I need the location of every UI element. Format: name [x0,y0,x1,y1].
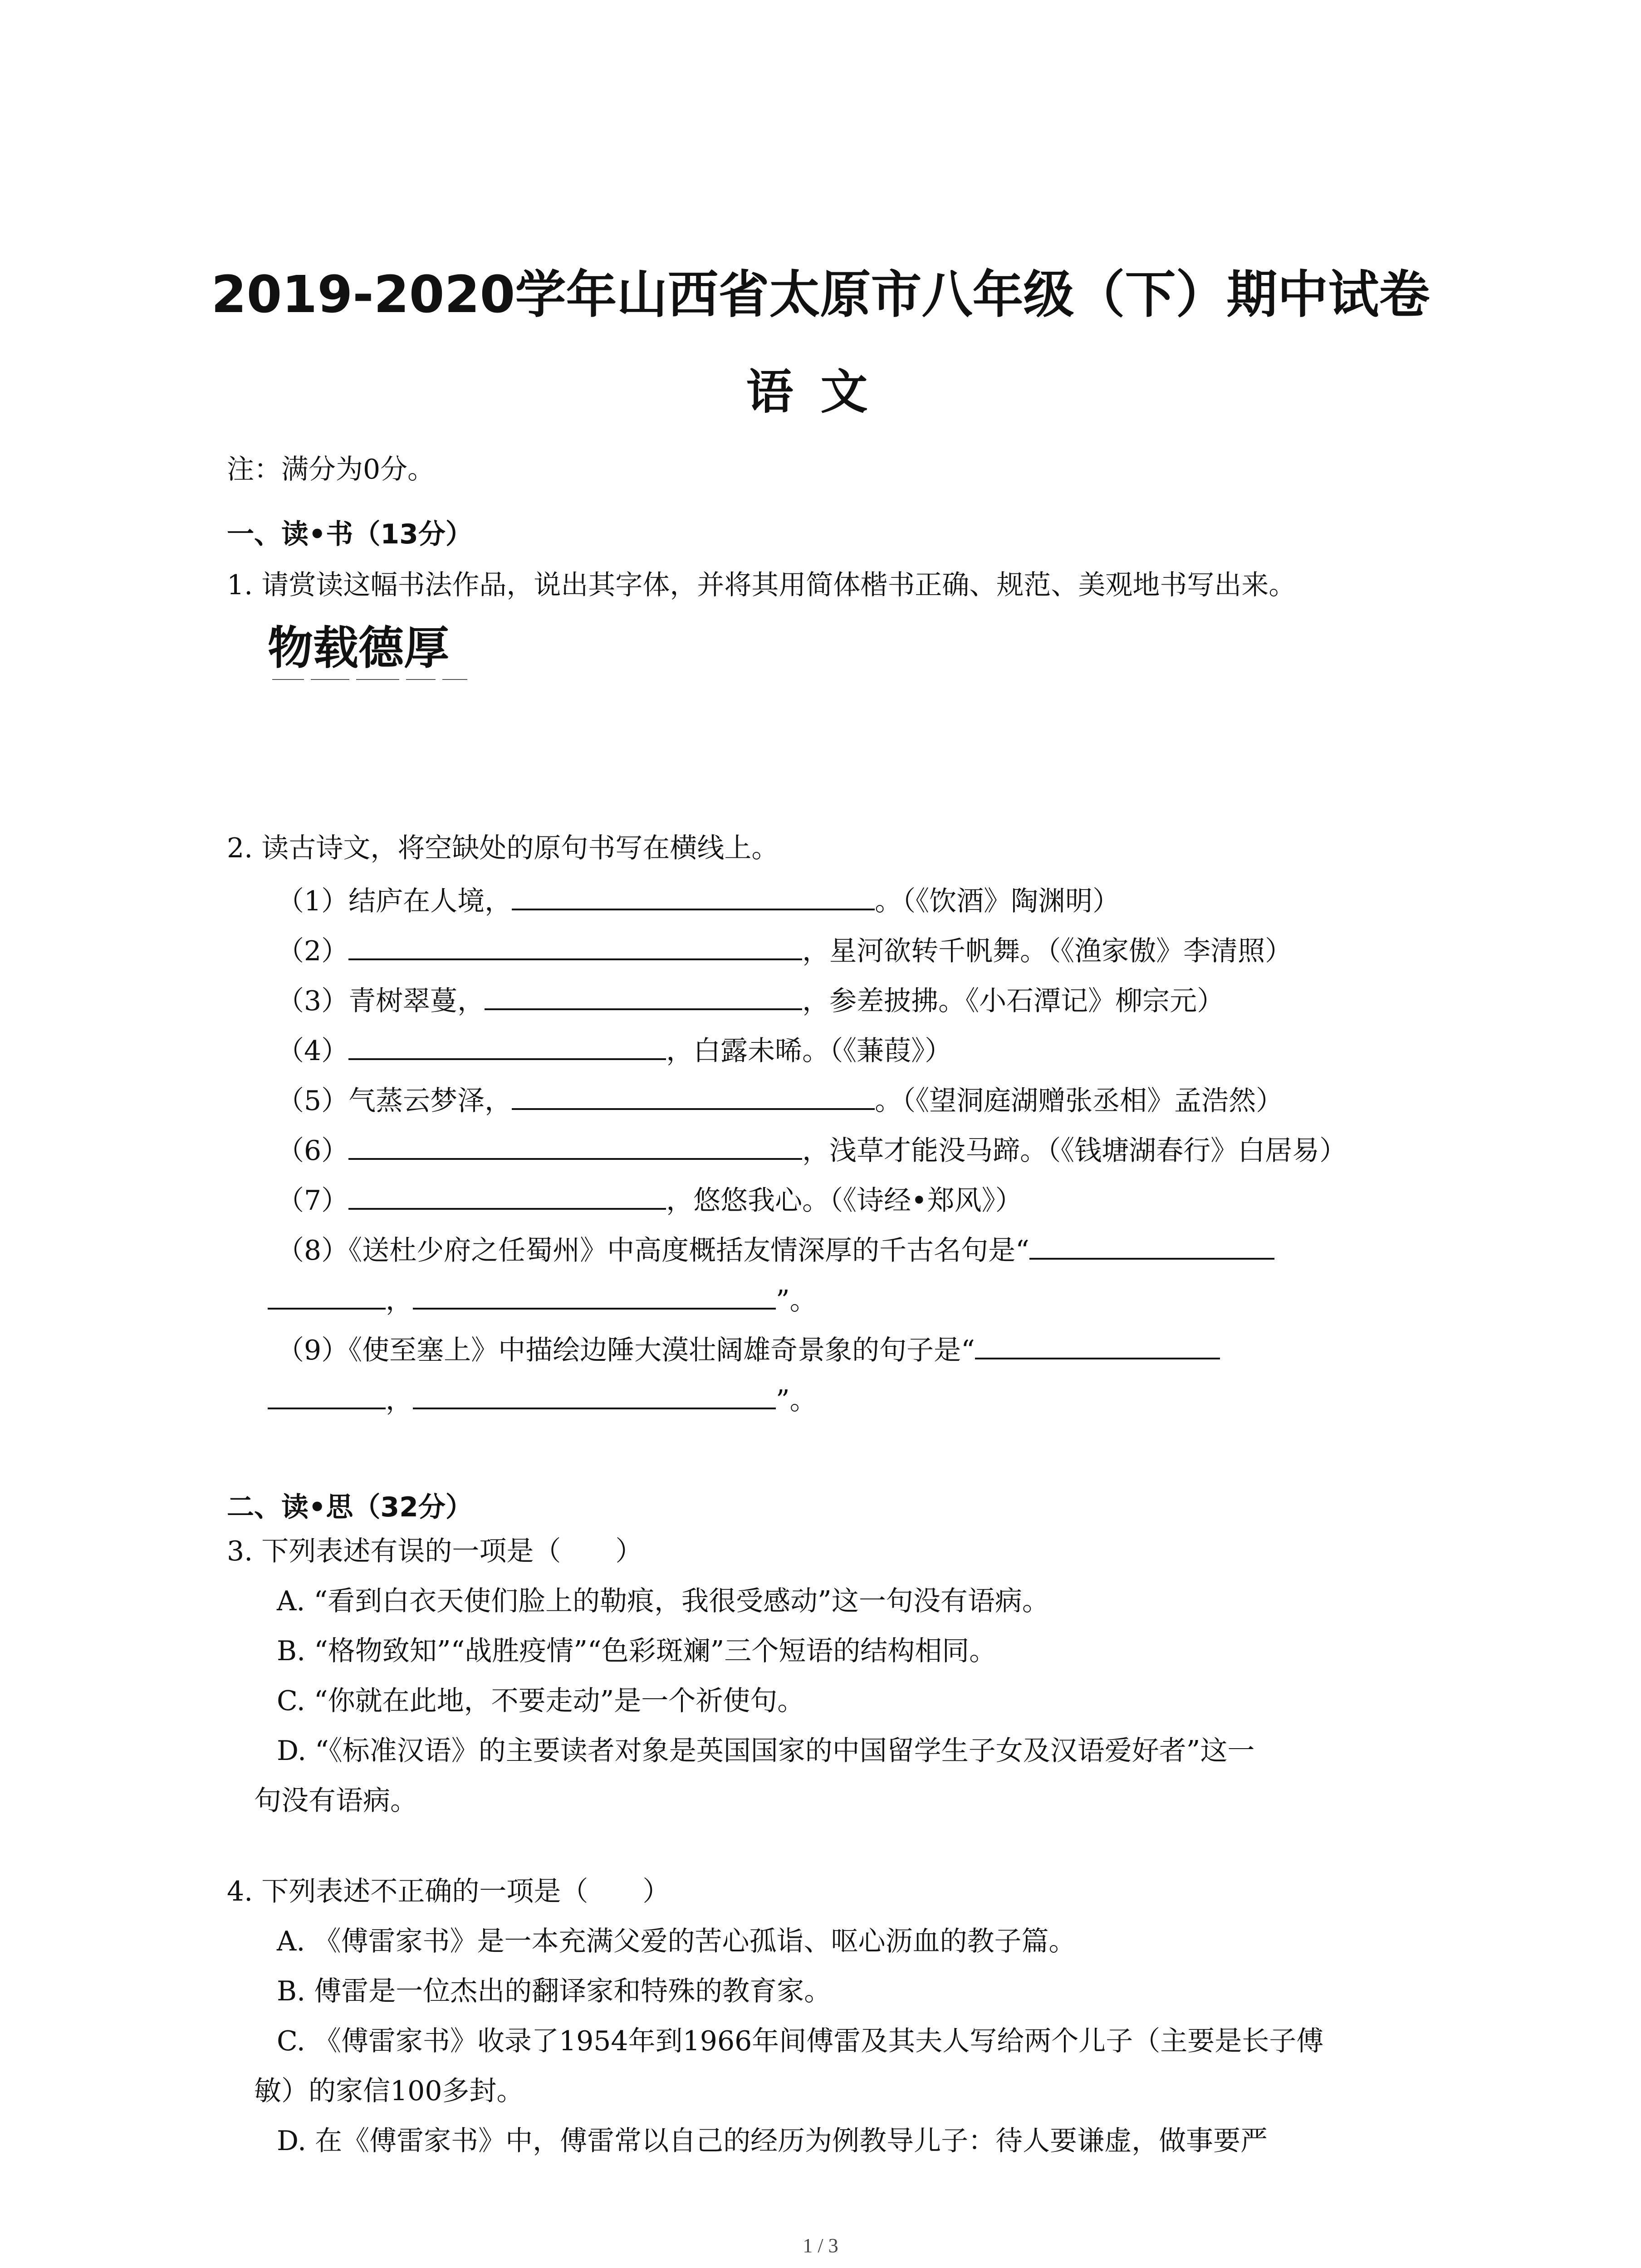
poem-item-5 [277,1082,1283,1117]
question-1-text: 1. 请赏读这幅书法作品，说出其字体，并将其用简体楷书正确、规范、美观地书写出来。 [227,569,1296,601]
item-prefix: （8）《送杜少府之任蜀州》中高度概括友情深厚的千古名句是“ [277,1235,1029,1266]
item-separator: ， [386,1285,413,1316]
item-prefix: （2） [277,935,349,967]
item-prefix: （5）气蒸云梦泽， [277,1085,512,1117]
item-separator: ， [386,1384,413,1416]
answer-blank[interactable] [348,1182,666,1210]
answer-blank[interactable] [512,1082,875,1110]
answer-blank[interactable] [348,1132,802,1160]
answer-blank[interactable] [348,932,802,960]
page-number: 1 / 3 [803,2234,838,2257]
calligraphy-image [268,621,485,689]
subject-title: 语文 [746,364,895,420]
question-4-option-c: C. 《傅雷家书》收录了1954年到1966年间傅雷及其夫人写给两个儿子（主要是长子傅 [277,2025,1324,2057]
section-1-heading: 一、读•书（13分） [227,518,473,550]
question-4-stem: 4. 下列表述不正确的一项是（ ） [227,1876,670,1907]
question-3-option-d: D. “《标准汉语》的主要读者对象是英国国家的中国留学生子女及汉语爱好者”这一 [277,1735,1255,1767]
answer-blank[interactable] [485,982,802,1010]
item-prefix: （7） [277,1185,349,1217]
poem-item-8 [277,1232,1274,1266]
answer-blank[interactable] [268,1281,386,1310]
poem-item-9 [277,1331,1220,1366]
question-4-option-c-cont: 敏）的家信100多封。 [254,2075,524,2107]
question-4-option-d: D. 在《傅雷家书》中，傅雷常以自己的经历为例教导儿子：待人要谦虚，做事要严 [277,2125,1268,2157]
poem-item-6 [277,1132,1347,1167]
item-suffix: ，星河欲转千帆舞。（《渔家傲》李清照） [802,935,1293,967]
question-4-option-a: A. 《傅雷家书》是一本充满父爱的苦心孤诣、呕心沥血的教子篇。 [277,1926,1076,1957]
answer-blank[interactable] [975,1331,1220,1359]
item-suffix: 。（《饮酒》陶渊明） [875,885,1120,917]
item-suffix: ”。 [776,1285,817,1316]
section-2-heading: 二、读•思（32分） [227,1491,473,1523]
item-prefix: （1）结庐在人境， [277,885,512,917]
question-2-text: 2. 读古诗文，将空缺处的原句书写在横线上。 [227,832,779,864]
item-prefix: （6） [277,1135,349,1167]
answer-blank[interactable] [413,1381,776,1409]
poem-item-2 [277,932,1292,967]
score-note: 注：满分为0分。 [227,454,435,485]
poem-item-8-cont [268,1281,817,1316]
answer-blank[interactable] [348,1032,666,1060]
question-3-option-c: C. “你就在此地，不要走动”是一个祈使句。 [277,1685,805,1717]
question-3-option-b: B. “格物致知”“战胜疫情”“色彩斑斓”三个短语的结构相同。 [277,1635,997,1667]
item-prefix: （4） [277,1035,349,1067]
question-3-option-d-cont: 句没有语病。 [254,1785,417,1817]
calligraphy-characters: 物载德厚 [268,621,449,675]
poem-item-3 [277,982,1224,1017]
poem-item-9-cont [268,1381,817,1416]
item-suffix: ，白露未晞。（《蒹葭》） [666,1035,952,1067]
question-3-stem: 3. 下列表述有误的一项是（ ） [227,1535,643,1567]
question-3-option-a: A. “看到白衣天使们脸上的勒痕，我很受感动”这一句没有语病。 [277,1585,1049,1617]
item-suffix: ，参差披拂。《小石潭记》柳宗元） [802,985,1225,1017]
exam-title: 2019-2020学年山西省太原市八年级（下）期中试卷 [211,265,1430,324]
answer-blank[interactable] [1029,1232,1274,1260]
answer-blank[interactable] [413,1281,776,1310]
answer-blank[interactable] [268,1381,386,1409]
poem-item-7 [277,1182,1023,1217]
question-4-option-b: B. 傅雷是一位杰出的翻译家和特殊的教育家。 [277,1975,832,2007]
poem-item-1 [277,882,1120,917]
item-suffix: 。（《望洞庭湖赠张丞相》孟浩然） [875,1085,1283,1117]
item-prefix: （9）《使至塞上》中描绘边陲大漠壮阔雄奇景象的句子是“ [277,1334,975,1366]
item-suffix: ”。 [776,1384,817,1416]
poem-item-4 [277,1032,952,1067]
item-prefix: （3）青树翠蔓， [277,985,485,1017]
item-suffix: ，浅草才能没马蹄。（《钱塘湖春行》白居易） [802,1135,1347,1167]
item-suffix: ，悠悠我心。（《诗经•郑风》） [666,1185,1023,1217]
answer-blank[interactable] [512,882,875,910]
